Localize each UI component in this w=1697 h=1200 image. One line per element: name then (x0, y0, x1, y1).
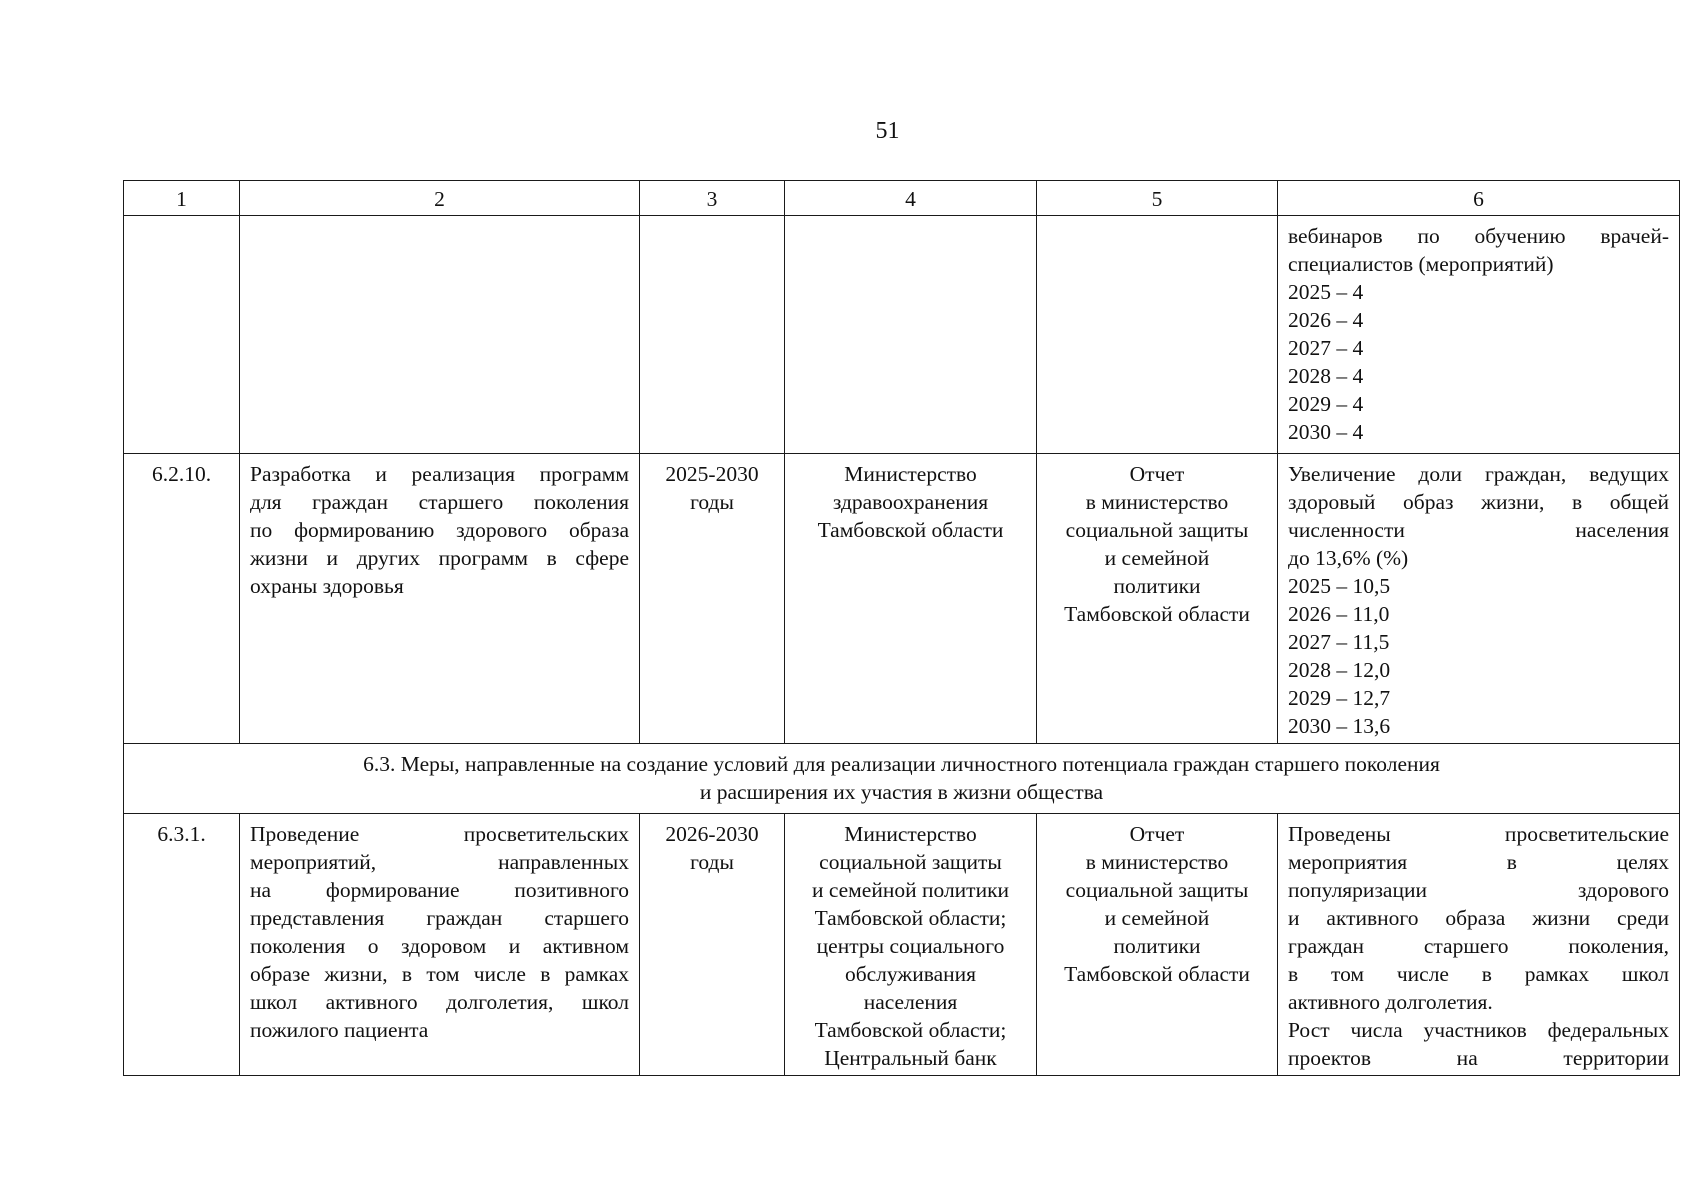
text-line: Тамбовской области (817, 518, 1004, 542)
cell-measure (240, 454, 640, 744)
text-line: Центральный банк (824, 1046, 997, 1070)
cell-period (640, 814, 785, 1076)
table-row-continued (124, 216, 1680, 454)
text-line: 2027 – 4 (1288, 336, 1364, 360)
cell-empty (1037, 216, 1278, 454)
text-line: охраны здоровья (250, 574, 404, 598)
text-line: здравоохранения (832, 490, 989, 514)
text-line: социальной защиты (819, 850, 1002, 874)
section-title-line: и расширения их участия в жизни общества (699, 780, 1104, 804)
text-line: Тамбовской области (1064, 962, 1250, 986)
cell-empty (640, 216, 785, 454)
text-line: 2026 – 11,0 (1288, 602, 1390, 626)
section-header-row (124, 744, 1680, 814)
cell-reporting (1037, 814, 1278, 1076)
text-line: для граждан старшего поколения (250, 490, 629, 514)
text-line: социальной защиты (1065, 518, 1249, 542)
column-header-3: 3 (640, 181, 785, 216)
table-row-6-3-1 (124, 814, 1680, 1076)
text-line: до 13,6% (%) (1288, 546, 1409, 570)
text-line: Министерство (844, 822, 977, 846)
text-line: политики (1113, 574, 1201, 598)
text-line: жизни и других программ в сфере (250, 546, 629, 570)
text-line: центры социального (816, 934, 1005, 958)
column-header-1: 1 (124, 181, 240, 216)
header-row (124, 181, 1680, 216)
text-line: образе жизни, в том числе в рамках (250, 962, 629, 986)
column-header-2: 2 (240, 181, 640, 216)
cell-empty (240, 216, 640, 454)
cell-empty (785, 216, 1037, 454)
page-number: 51 (875, 118, 900, 144)
text-line: 2029 – 12,7 (1288, 686, 1391, 710)
cell-indicator (1278, 814, 1680, 1076)
text-line: популяризации здорового (1288, 878, 1669, 902)
text-line: Министерство (844, 462, 977, 486)
text-line: здоровый образ жизни, в общей (1288, 490, 1669, 514)
text-line: годы (690, 490, 734, 514)
column-header-4: 4 (785, 181, 1037, 216)
text-line: граждан старшего поколения, (1288, 934, 1669, 958)
text-line: социальной защиты (1065, 878, 1249, 902)
row-number: 6.2.10. (124, 454, 240, 744)
text-line: на формирование позитивного (250, 878, 629, 902)
text-line: 2026-2030 (665, 822, 759, 846)
text-line: Разработка и реализация программ (250, 462, 629, 486)
text-line: 2027 – 11,5 (1288, 630, 1390, 654)
cell-empty (124, 216, 240, 454)
text-line: политики (1113, 934, 1201, 958)
column-header-5: 5 (1037, 181, 1278, 216)
cell-responsible (785, 814, 1037, 1076)
text-line: 2026 – 4 (1288, 308, 1364, 332)
text-line: 2025 – 10,5 (1288, 574, 1391, 598)
text-line: 2030 – 13,6 (1288, 714, 1391, 738)
text-line: представления граждан старшего (250, 906, 629, 930)
text-line: Рост числа участников федеральных (1288, 1018, 1669, 1042)
text-line: по формированию здорового образа (250, 518, 629, 542)
text-line: в том числе в рамках школ (1288, 962, 1669, 986)
text-line: Тамбовской области (1064, 602, 1250, 626)
text-line: численности населения (1288, 518, 1669, 542)
text-line: 2028 – 12,0 (1288, 658, 1391, 682)
column-header-6: 6 (1278, 181, 1680, 216)
text-line: и семейной (1104, 546, 1210, 570)
text-line: проектов на территории (1288, 1046, 1669, 1070)
text-line: Проведение просветительских (250, 822, 629, 846)
cell-period (640, 454, 785, 744)
text-line: поколения о здоровом и активном (250, 934, 629, 958)
text-line: 2025-2030 (665, 462, 759, 486)
cell-indicator (1278, 454, 1680, 744)
text-line: мероприятия в целях (1288, 850, 1669, 874)
text-line: специалистов (мероприятий) (1288, 252, 1554, 276)
cell-responsible (785, 454, 1037, 744)
text-line: в министерство (1085, 490, 1229, 514)
text-line: и семейной (1104, 906, 1210, 930)
text-line: населения (863, 990, 958, 1014)
text-line: 2025 – 4 (1288, 280, 1364, 304)
section-title (124, 744, 1680, 814)
text-line: 2028 – 4 (1288, 364, 1364, 388)
text-line: пожилого пациента (250, 1018, 429, 1042)
text-line: Тамбовской области; (814, 1018, 1007, 1042)
text-line: годы (690, 850, 734, 874)
table-row-6-2-10 (124, 454, 1680, 744)
text-line: мероприятий, направленных (250, 850, 629, 874)
section-title-line: 6.3. Меры, направленные на создание условий для реализации личностного потенциала граждан старшего поколения (363, 752, 1440, 776)
text-line: обслуживания (844, 962, 977, 986)
cell-reporting (1037, 454, 1278, 744)
cell-measure (240, 814, 640, 1076)
text-line: Увеличение доли граждан, ведущих (1288, 462, 1669, 486)
text-line: 2029 – 4 (1288, 392, 1364, 416)
cell-indicator (1278, 216, 1680, 454)
text-line: и активного образа жизни среди (1288, 906, 1669, 930)
text-line: Отчет (1129, 462, 1185, 486)
measures-table (123, 180, 1680, 1076)
text-line: Тамбовской области; (814, 906, 1007, 930)
text-line: в министерство (1085, 850, 1229, 874)
text-line: Отчет (1129, 822, 1185, 846)
text-line: Проведены просветительские (1288, 822, 1669, 846)
text-line: и семейной политики (811, 878, 1010, 902)
text-line: школ активного долголетия, школ (250, 990, 629, 1014)
text-line: вебинаров по обучению врачей- (1288, 224, 1669, 248)
text-line: 2030 – 4 (1288, 420, 1364, 444)
row-number: 6.3.1. (124, 814, 240, 1076)
text-line: активного долголетия. (1288, 990, 1493, 1014)
